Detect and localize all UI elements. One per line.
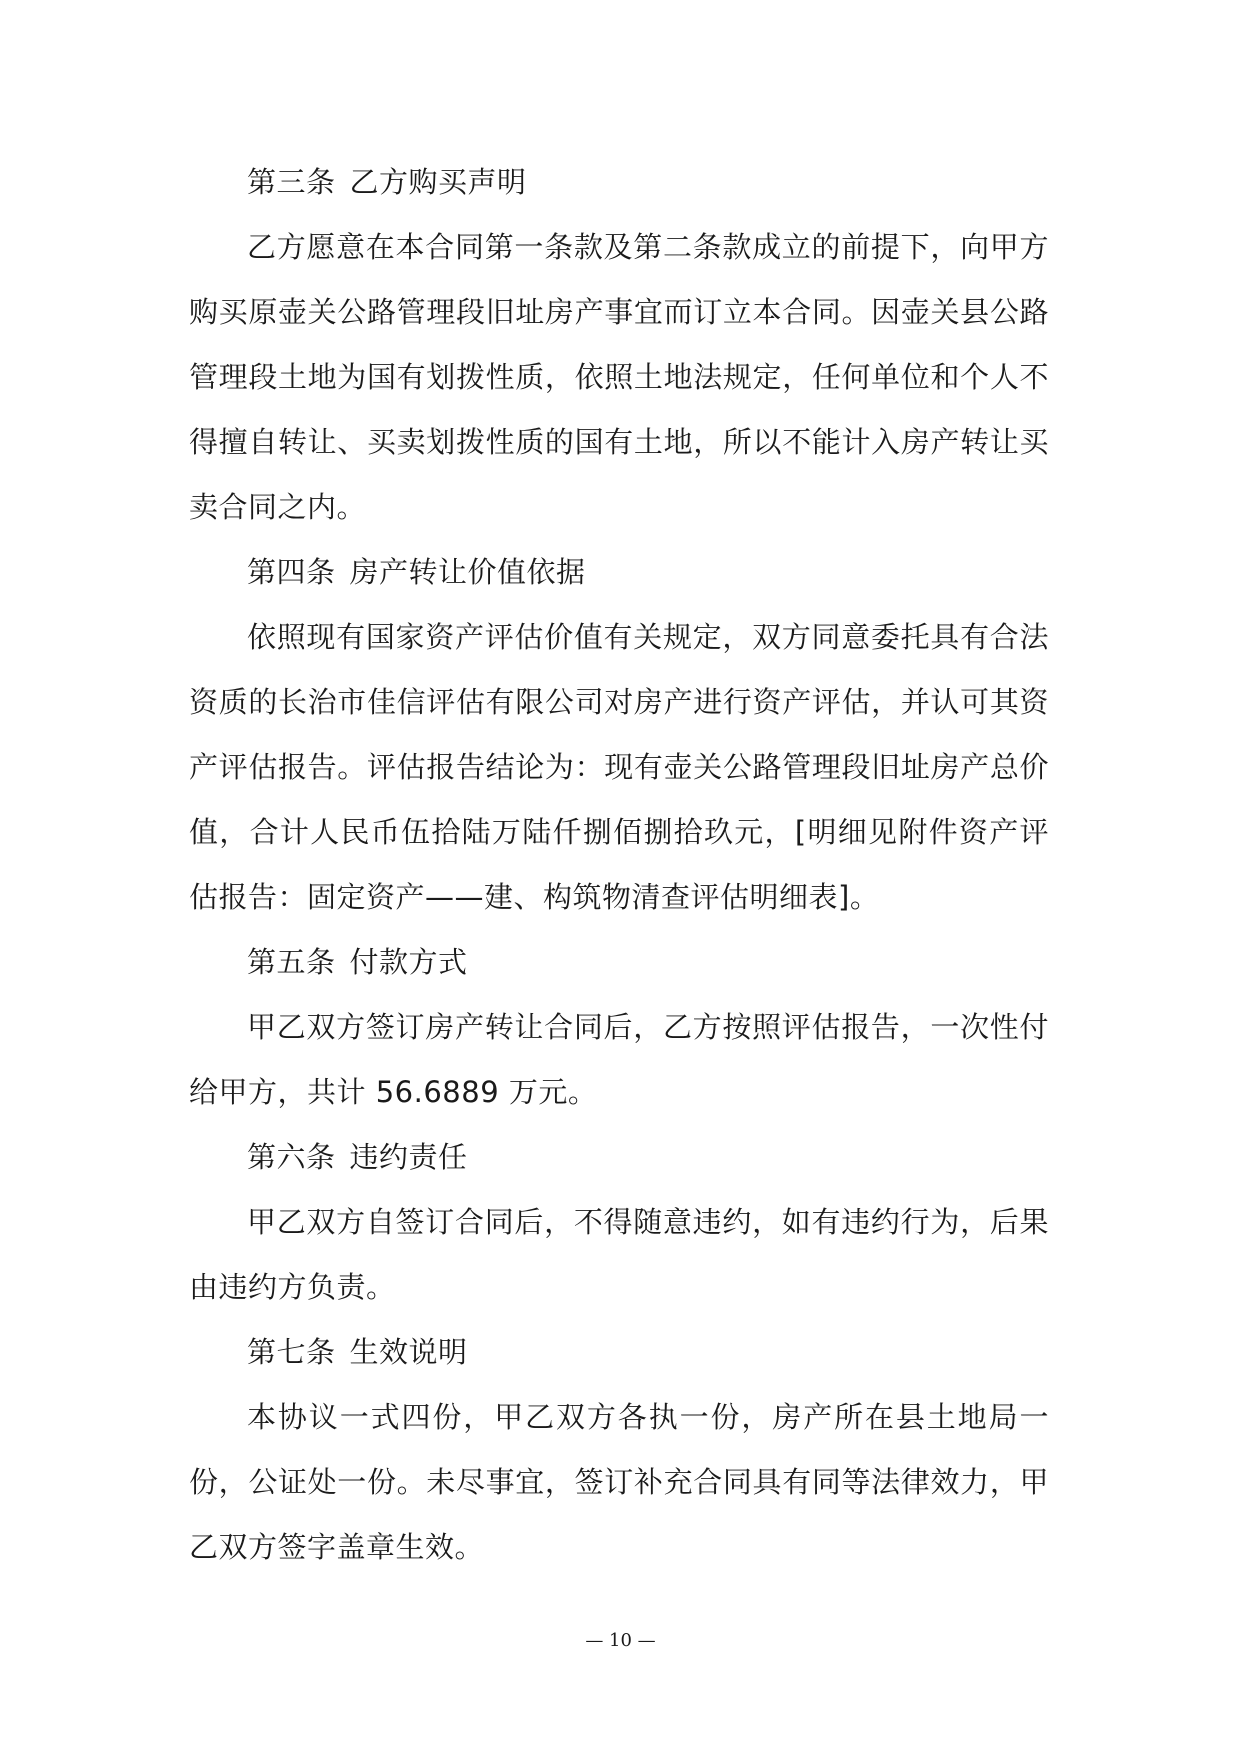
article-6-heading [189, 1125, 1049, 1190]
article-4-body: 依照现有国家资产评估价值有关规定，双方同意委托具有合法资质的长治市佳信评估有限公司对房产进行资产评估，并认可其资产评估报告。评估报告结论为：现有壶关公路管理段旧址房产总价值，合计人民币伍拾陆万陆仟捌佰捌拾玖元，[明细见附件资产评估报告：固定资产——建、构筑物清查评估明细表]。 [189, 620, 1049, 914]
article-6-body: 甲乙双方自签订合同后，不得随意违约，如有违约行为，后果由违约方负责。 [189, 1205, 1049, 1304]
article-3-heading [189, 150, 1049, 215]
article-7-heading [189, 1320, 1049, 1385]
article-4-heading [189, 540, 1049, 605]
article-4-title: 房产转让价值依据 [349, 555, 586, 589]
article-5-heading [189, 930, 1049, 995]
article-6-title: 违约责任 [349, 1140, 468, 1174]
article-5-body: 甲乙双方签订房产转让合同后，乙方按照评估报告，一次性付给甲方，共计 56.6889 万元。 [189, 1010, 1049, 1109]
article-3-body: 乙方愿意在本合同第一条款及第二条款成立的前提下，向甲方购买原壶关公路管理段旧址房产事宜而订立本合同。因壶关县公路管理段土地为国有划拨性质，依照土地法规定，任何单位和个人不得擅自转让、买卖划拨性质的国有土地，所以不能计入房产转让买卖合同之内。 [189, 230, 1049, 524]
article-3-number: 第三条 [247, 165, 336, 199]
contract-body [189, 150, 1049, 1580]
article-7-body: 本协议一式四份，甲乙双方各执一份，房产所在县土地局一份，公证处一份。未尽事宜，签订补充合同具有同等法律效力，甲乙双方签字盖章生效。 [189, 1400, 1049, 1564]
article-4-number: 第四条 [247, 555, 336, 589]
article-7-number: 第七条 [247, 1335, 336, 1369]
article-6-number: 第六条 [247, 1140, 336, 1174]
page-number: — 10 — [585, 1630, 656, 1651]
article-7-title: 生效说明 [349, 1335, 468, 1369]
article-3-title: 乙方购买声明 [349, 165, 527, 199]
article-5-number: 第五条 [247, 945, 336, 979]
article-5-title: 付款方式 [349, 945, 468, 979]
